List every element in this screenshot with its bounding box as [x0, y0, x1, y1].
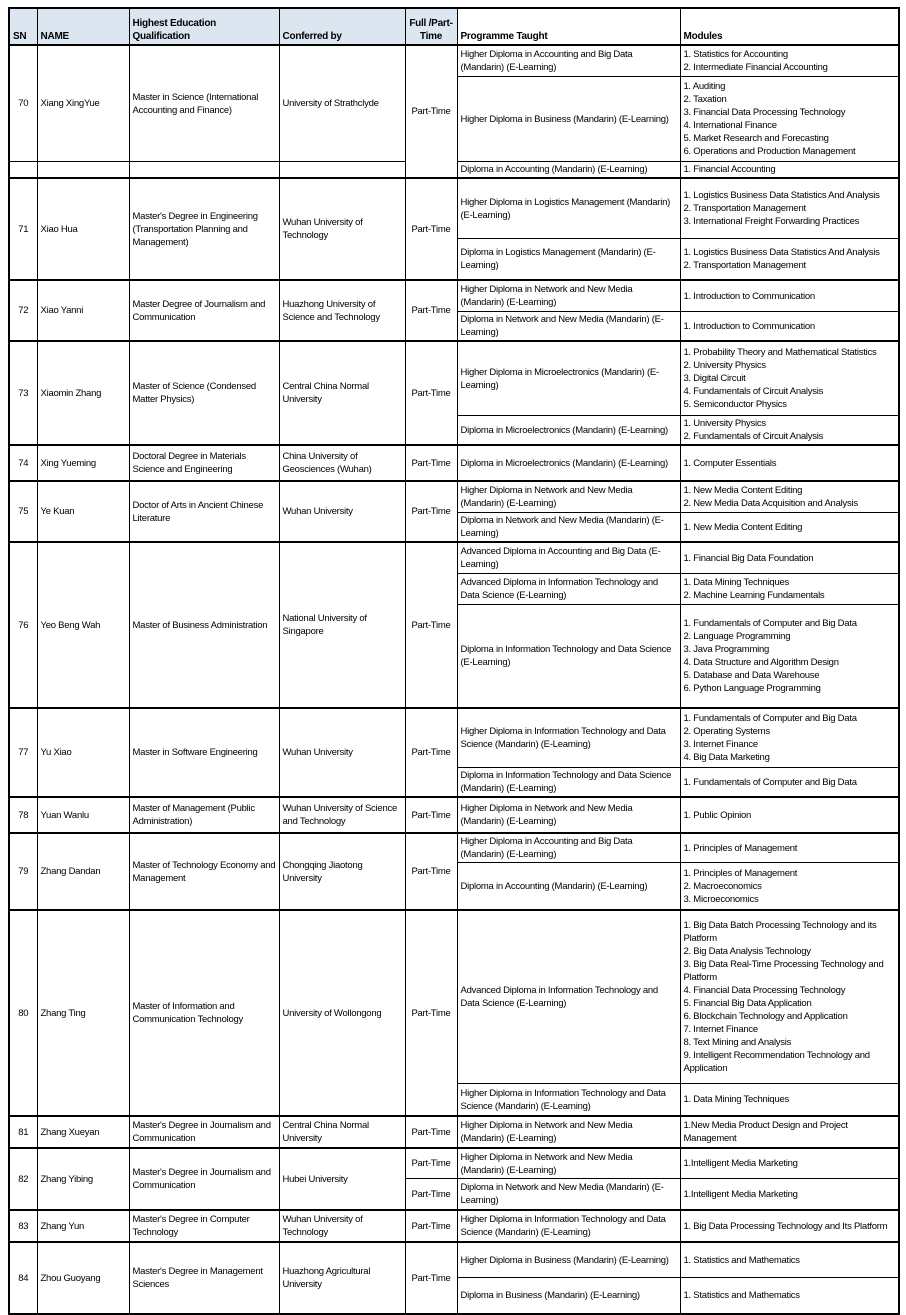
module-line: 1. Data Mining Techniques [683, 577, 790, 588]
programme-cell: Higher Diploma in Network and New Media (Mandarin) (E-Learning) [457, 797, 680, 833]
modules-cell [680, 605, 899, 709]
conferred-by-cell: Wuhan University [279, 481, 405, 542]
table-row [9, 481, 899, 513]
module-line: 1.Intelligent Media Marketing [683, 1188, 798, 1200]
modules-cell [680, 481, 899, 513]
mode-cell: Part-Time [405, 445, 457, 481]
module-line: 1. Financial Big Data Foundation [683, 552, 814, 564]
sn-cell: 72 [9, 280, 37, 341]
programme-cell: Diploma in Accounting (Mandarin) (E-Learning) [457, 162, 680, 179]
programme-cell: Higher Diploma in Accounting and Big Data (Mandarin) (E-Learning) [457, 833, 680, 863]
module-line: 1. Auditing [683, 81, 726, 92]
programme-cell: Advanced Diploma in Information Technology and Data Science (E-Learning) [457, 574, 680, 605]
staff-programme-table [8, 7, 900, 1315]
modules-cell [680, 1116, 899, 1148]
conferred-by-cell: Central China Normal University [279, 1116, 405, 1148]
programme-cell: Higher Diploma in Microelectronics (Mandarin) (E-Learning) [457, 341, 680, 416]
programme-cell: Higher Diploma in Accounting and Big Data (Mandarin) (E-Learning) [457, 45, 680, 77]
header-conferred-by: Conferred by [279, 8, 405, 45]
qualification-cell: Master of Science (Condensed Matter Physics) [129, 341, 279, 445]
modules-cell [680, 280, 899, 312]
programme-cell: Diploma in Microelectronics (Mandarin) (E-Learning) [457, 416, 680, 446]
module-line: 8. Text Mining and Analysis [683, 1037, 792, 1048]
module-line: 1. Logistics Business Data Statistics And Analysis [683, 190, 880, 201]
table-row [9, 445, 899, 481]
sn-cell: 71 [9, 178, 37, 280]
module-line: 2. Transportation Management [683, 203, 806, 214]
name-cell: Zhang Ting [37, 910, 129, 1116]
qualification-cell: Master in Science (International Accounting and Finance) [129, 45, 279, 162]
table-row [9, 178, 899, 239]
module-line: 2. New Media Data Acquisition and Analysis [683, 498, 858, 509]
modules-cell [680, 768, 899, 798]
qualification-cell: Master's Degree in Engineering (Transportation Planning and Management) [129, 178, 279, 280]
module-line: 2. Macroeconomics [683, 880, 762, 892]
sn-cell: 80 [9, 910, 37, 1116]
modules-cell [680, 416, 899, 446]
name-cell: Zhang Yibing [37, 1148, 129, 1210]
modules-cell [680, 863, 899, 911]
sn-cell: 81 [9, 1116, 37, 1148]
qualification-cell: Master Degree of Journalism and Communication [129, 280, 279, 341]
name-cell: Zhang Yun [37, 1210, 129, 1242]
modules-cell [680, 178, 899, 239]
module-line: 3. International Freight Forwarding Practices [683, 216, 860, 227]
programme-cell: Higher Diploma in Business (Mandarin) (E-Learning) [457, 1242, 680, 1278]
name-cell: Ye Kuan [37, 481, 129, 542]
sn-cell: 74 [9, 445, 37, 481]
qualification-cell: Master of Management (Public Administration) [129, 797, 279, 833]
modules-cell [680, 1084, 899, 1117]
modules-cell [680, 1148, 899, 1179]
name-cell: Yuan Wanlu [37, 797, 129, 833]
module-line: 2. Language Programming [683, 631, 791, 642]
qualification-cell: Master's Degree in Management Sciences [129, 1242, 279, 1314]
programme-cell: Diploma in Network and New Media (Mandarin) (E-Learning) [457, 312, 680, 342]
qualification-cell: Master's Degree in Journalism and Communication [129, 1116, 279, 1148]
module-line: 3. Java Programming [683, 644, 770, 655]
module-line: 2. Big Data Analysis Technology [683, 946, 811, 957]
module-line: 1. Big Data Processing Technology and Its Platform [683, 1220, 888, 1232]
table-row [9, 833, 899, 863]
table-row [9, 708, 899, 768]
programme-cell: Higher Diploma in Network and New Media (Mandarin) (E-Learning) [457, 1148, 680, 1179]
empty-cell [129, 162, 279, 179]
modules-cell [680, 77, 899, 162]
programme-cell: Diploma in Logistics Management (Mandarin) (E-Learning) [457, 239, 680, 281]
modules-cell [680, 341, 899, 416]
mode-cell: Part-Time [405, 280, 457, 341]
mode-cell: Part-Time [405, 708, 457, 797]
module-line: 2. Taxation [683, 94, 727, 105]
table-row [9, 45, 899, 77]
mode-cell: Part-Time [405, 1116, 457, 1148]
mode-cell: Part-Time [405, 178, 457, 280]
mode-cell: Part-Time [405, 45, 457, 178]
qualification-cell: Master of Business Administration [129, 542, 279, 708]
conferred-by-cell: National University of Singapore [279, 542, 405, 708]
name-cell: Xiao Yanni [37, 280, 129, 341]
table-row [9, 1116, 899, 1148]
conferred-by-cell: Central China Normal University [279, 341, 405, 445]
programme-cell: Diploma in Network and New Media (Mandarin) (E-Learning) [457, 513, 680, 543]
mode-cell: Part-Time [405, 1242, 457, 1314]
module-line: 1. Principles of Management [683, 867, 798, 879]
name-cell: Zhang Dandan [37, 833, 129, 910]
table-row [9, 280, 899, 312]
mode-cell: Part-Time [405, 833, 457, 910]
module-line: 1. Fundamentals of Computer and Big Data [683, 776, 857, 788]
conferred-by-cell: Huazhong University of Science and Technology [279, 280, 405, 341]
sn-cell: 84 [9, 1242, 37, 1314]
header-name: NAME [37, 8, 129, 45]
modules-cell [680, 162, 899, 179]
qualification-cell: Master's Degree in Journalism and Communication [129, 1148, 279, 1210]
table-header [9, 8, 899, 45]
conferred-by-cell: Hubei University [279, 1148, 405, 1210]
conferred-by-cell: Huazhong Agricultural University [279, 1242, 405, 1314]
module-line: 2. Transportation Management [683, 260, 806, 271]
modules-cell [680, 1242, 899, 1278]
module-line: 3. Financial Data Processing Technology [683, 107, 846, 118]
name-cell: Zhou Guoyang [37, 1242, 129, 1314]
modules-cell [680, 45, 899, 77]
empty-cell [9, 162, 37, 179]
module-line: 1. New Media Content Editing [683, 485, 803, 496]
mode-cell: Part-Time [405, 481, 457, 542]
programme-cell: Higher Diploma in Information Technology and Data Science (Mandarin) (E-Learning) [457, 708, 680, 768]
module-line: 1. Introduction to Communication [683, 320, 815, 332]
module-line: 1. University Physics [683, 418, 766, 429]
modules-cell [680, 513, 899, 543]
module-line: 1. Statistics and Mathematics [683, 1254, 800, 1266]
module-line: 1. Statistics and Mathematics [683, 1290, 800, 1301]
module-line: 1. Logistics Business Data Statistics And Analysis [683, 247, 880, 258]
conferred-by-cell: China University of Geosciences (Wuhan) [279, 445, 405, 481]
header-programme: Programme Taught [457, 8, 680, 45]
module-line: 9. Intelligent Recommendation Technology and Application [683, 1050, 870, 1074]
programme-cell: Diploma in Information Technology and Data Science (Mandarin) (E-Learning) [457, 768, 680, 798]
modules-cell [680, 833, 899, 863]
modules-cell [680, 910, 899, 1084]
conferred-by-cell: Wuhan University of Science and Technology [279, 797, 405, 833]
empty-cell [279, 162, 405, 179]
module-line: 6. Blockchain Technology and Application [683, 1011, 848, 1022]
name-cell: Yu Xiao [37, 708, 129, 797]
modules-cell [680, 239, 899, 281]
module-line: 1.Intelligent Media Marketing [683, 1158, 798, 1169]
sn-cell: 82 [9, 1148, 37, 1210]
module-line: 3. Digital Circuit [683, 373, 746, 384]
programme-cell: Diploma in Information Technology and Data Science (E-Learning) [457, 605, 680, 709]
qualification-cell: Doctoral Degree in Materials Science and Engineering [129, 445, 279, 481]
programme-cell: Higher Diploma in Information Technology and Data Science (Mandarin) (E-Learning) [457, 1210, 680, 1242]
empty-cell [37, 162, 129, 179]
header-qualification: Highest Education Qualification [129, 8, 279, 45]
header-mode: Full /Part-Time [405, 8, 457, 45]
sn-cell: 83 [9, 1210, 37, 1242]
header-sn: SN [9, 8, 37, 45]
qualification-cell: Master of Technology Economy and Management [129, 833, 279, 910]
table-row [9, 910, 899, 1084]
modules-cell [680, 542, 899, 574]
module-line: 4. Fundamentals of Circuit Analysis [683, 386, 824, 397]
module-line: 6. Operations and Production Management [683, 146, 856, 157]
header-modules: Modules [680, 8, 899, 45]
sn-cell: 76 [9, 542, 37, 708]
programme-cell: Higher Diploma in Network and New Media (Mandarin) (E-Learning) [457, 481, 680, 513]
module-line: 1. Data Mining Techniques [683, 1094, 790, 1105]
sn-cell: 78 [9, 797, 37, 833]
qualification-cell: Doctor of Arts in Ancient Chinese Literature [129, 481, 279, 542]
module-line: 1. Probability Theory and Mathematical Statistics [683, 347, 877, 358]
table-body [9, 45, 899, 1314]
mode-cell: Part-Time [405, 341, 457, 445]
programme-cell: Diploma in Accounting (Mandarin) (E-Learning) [457, 863, 680, 911]
mode-cell: Part-Time [405, 1148, 457, 1179]
module-line: 1. Big Data Batch Processing Technology and its Platform [683, 920, 877, 944]
module-line: 1.New Media Product Design and Project Management [683, 1120, 848, 1144]
module-line: 4. International Finance [683, 120, 777, 131]
table-row [9, 1148, 899, 1179]
programme-cell: Diploma in Microelectronics (Mandarin) (E-Learning) [457, 445, 680, 481]
module-line: 1. New Media Content Editing [683, 521, 803, 533]
name-cell: Xiao Hua [37, 178, 129, 280]
name-cell: Xiaomin Zhang [37, 341, 129, 445]
module-line: 1. Introduction to Communication [683, 290, 815, 302]
table-row [9, 542, 899, 574]
programme-cell: Higher Diploma in Network and New Media (Mandarin) (E-Learning) [457, 1116, 680, 1148]
programme-cell: Higher Diploma in Information Technology and Data Science (Mandarin) (E-Learning) [457, 1084, 680, 1117]
programme-cell: Advanced Diploma in Accounting and Big Data (E-Learning) [457, 542, 680, 574]
module-line: 1. Principles of Management [683, 842, 798, 854]
modules-cell [680, 1210, 899, 1242]
modules-cell [680, 708, 899, 768]
modules-cell [680, 312, 899, 342]
module-line: 4. Big Data Marketing [683, 752, 770, 763]
name-cell: Zhang Xueyan [37, 1116, 129, 1148]
sn-cell: 75 [9, 481, 37, 542]
module-line: 7. Internet Finance [683, 1024, 758, 1035]
conferred-by-cell: Wuhan University of Technology [279, 1210, 405, 1242]
module-line: 3. Internet Finance [683, 739, 758, 750]
programme-cell: Higher Diploma in Business (Mandarin) (E-Learning) [457, 77, 680, 162]
sn-cell: 73 [9, 341, 37, 445]
table-row [9, 341, 899, 416]
module-line: 1. Fundamentals of Computer and Big Data [683, 618, 857, 629]
mode-cell: Part-Time [405, 910, 457, 1116]
conferred-by-cell: Chongqing Jiaotong University [279, 833, 405, 910]
programme-cell: Diploma in Network and New Media (Mandarin) (E-Learning) [457, 1179, 680, 1211]
module-line: 2. University Physics [683, 360, 766, 371]
module-line: 3. Microeconomics [683, 893, 759, 905]
module-line: 2. Machine Learning Fundamentals [683, 590, 825, 601]
module-line: 4. Data Structure and Algorithm Design [683, 657, 839, 668]
programme-cell: Advanced Diploma in Information Technology and Data Science (E-Learning) [457, 910, 680, 1084]
module-line: 3. Big Data Real-Time Processing Technology and Platform [683, 959, 884, 983]
module-line: 5. Database and Data Warehouse [683, 670, 820, 681]
programme-cell: Higher Diploma in Network and New Media (Mandarin) (E-Learning) [457, 280, 680, 312]
mode-cell: Part-Time [405, 797, 457, 833]
module-line: 5. Semiconductor Physics [683, 399, 787, 410]
table-row [9, 1242, 899, 1278]
modules-cell [680, 574, 899, 605]
qualification-cell: Master's Degree in Computer Technology [129, 1210, 279, 1242]
mode-cell: Part-Time [405, 1210, 457, 1242]
module-line: 6. Python Language Programming [683, 683, 821, 694]
modules-cell [680, 797, 899, 833]
modules-cell [680, 1179, 899, 1211]
qualification-cell: Master in Software Engineering [129, 708, 279, 797]
name-cell: Yeo Beng Wah [37, 542, 129, 708]
sn-cell: 70 [9, 45, 37, 162]
module-line: 1. Statistics for Accounting [683, 49, 788, 60]
table-row [9, 797, 899, 833]
qualification-cell: Master of Information and Communication Technology [129, 910, 279, 1116]
module-line: 2. Operating Systems [683, 726, 770, 737]
sn-cell: 79 [9, 833, 37, 910]
conferred-by-cell: Wuhan University of Technology [279, 178, 405, 280]
sn-cell: 77 [9, 708, 37, 797]
module-line: 1. Public Opinion [683, 809, 752, 821]
module-line: 4. Financial Data Processing Technology [683, 985, 846, 996]
module-line: 2. Intermediate Financial Accounting [683, 62, 828, 73]
module-line: 1. Computer Essentials [683, 457, 777, 469]
modules-cell [680, 445, 899, 481]
mode-cell: Part-Time [405, 1179, 457, 1211]
mode-cell: Part-Time [405, 542, 457, 708]
programme-cell: Diploma in Business (Mandarin) (E-Learning) [457, 1278, 680, 1315]
modules-cell [680, 1278, 899, 1315]
programme-cell: Higher Diploma in Logistics Management (Mandarin) (E-Learning) [457, 178, 680, 239]
name-cell: Xiang XingYue [37, 45, 129, 162]
module-line: 1. Fundamentals of Computer and Big Data [683, 713, 857, 724]
module-line: 5. Market Research and Forecasting [683, 133, 829, 144]
module-line: 1. Financial Accounting [683, 164, 776, 175]
module-line: 5. Financial Big Data Application [683, 998, 812, 1009]
name-cell: Xing Yueming [37, 445, 129, 481]
module-line: 2. Fundamentals of Circuit Analysis [683, 431, 824, 442]
conferred-by-cell: University of Wollongong [279, 910, 405, 1116]
conferred-by-cell: University of Strathclyde [279, 45, 405, 162]
table-row [9, 1210, 899, 1242]
conferred-by-cell: Wuhan University [279, 708, 405, 797]
